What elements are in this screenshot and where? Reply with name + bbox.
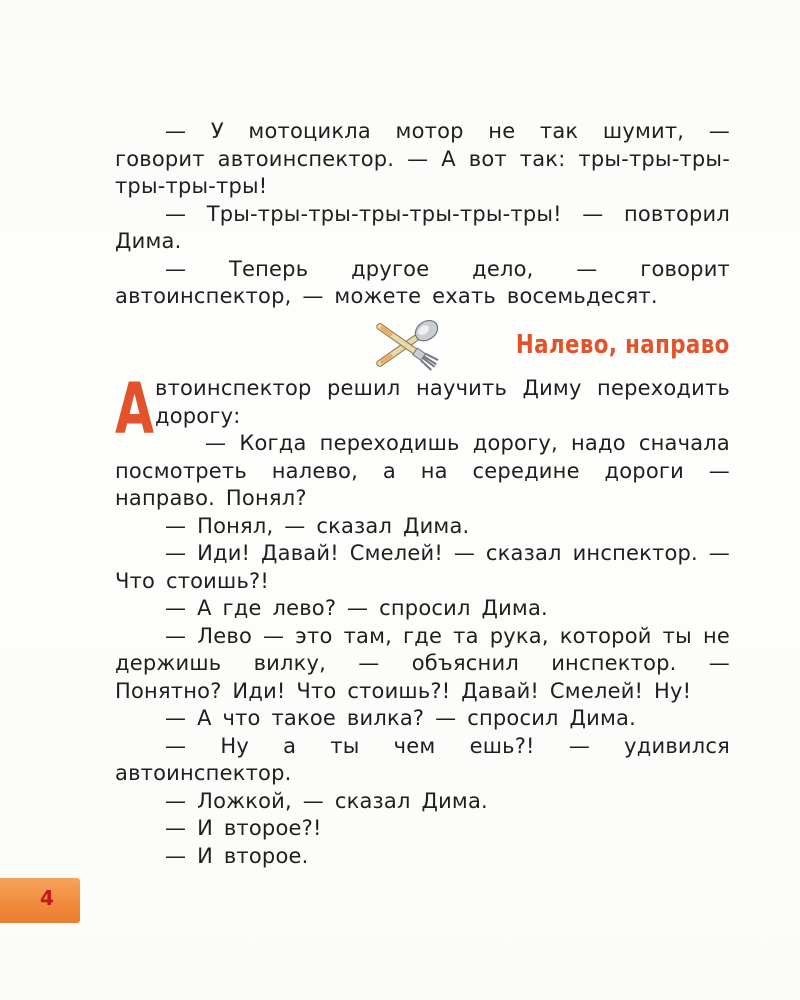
paragraph: — Тры-тры-тры-тры-тры-тры-тры! — повторил Дима. (115, 201, 730, 253)
paragraph: — Лево — это там, где та рука, которой ты не держишь вилку, — объяснил инспектор. — Понятно? Иди! Что стоишь?! Давай! Смелей! Ну! (115, 623, 730, 703)
section-text-block (115, 368, 730, 870)
drop-cap: А (115, 368, 155, 450)
paragraph: — А где лево? — спросил Дима. (165, 596, 548, 620)
fork-and-spoon-icon (361, 315, 451, 375)
paragraph: — Иди! Давай! Смелей! — сказал инспектор. — Что стоишь?! (115, 541, 730, 593)
paragraph: — Когда переходишь дорогу, надо сначала посмотреть налево, а на середине дороги — направо. Понял? (115, 431, 730, 510)
page-number-badge (0, 878, 80, 923)
top-text-block (115, 118, 730, 311)
first-paragraph-text: втоинспектор решил научить Диму переходить дорогу: (155, 376, 730, 428)
paragraph: — Ну а ты чем ешь?! — удивился автоинспектор. (115, 733, 730, 785)
paragraph: — Теперь другое дело, — говорит автоинспектор, — можете ехать восемьдесят. (115, 256, 730, 308)
first-paragraph (115, 368, 730, 450)
paragraph: — Понял, — сказал Дима. (165, 513, 470, 538)
paragraph: — Ложкой, — сказал Дима. (165, 788, 488, 813)
paragraph: — И второе. (165, 843, 309, 868)
paragraph: — У мотоцикла мотор не так шумит, — говорит автоинспектор. — А вот так: тры-тры-тры-тры-тры-тры! (115, 119, 730, 198)
paragraph: — И второе?! (165, 816, 322, 840)
section-title: Налево, направо (516, 330, 730, 360)
paragraph: — А что такое вилка? — спросил Дима. (165, 706, 636, 730)
page-number: 4 (40, 886, 54, 910)
section-heading (361, 315, 730, 375)
